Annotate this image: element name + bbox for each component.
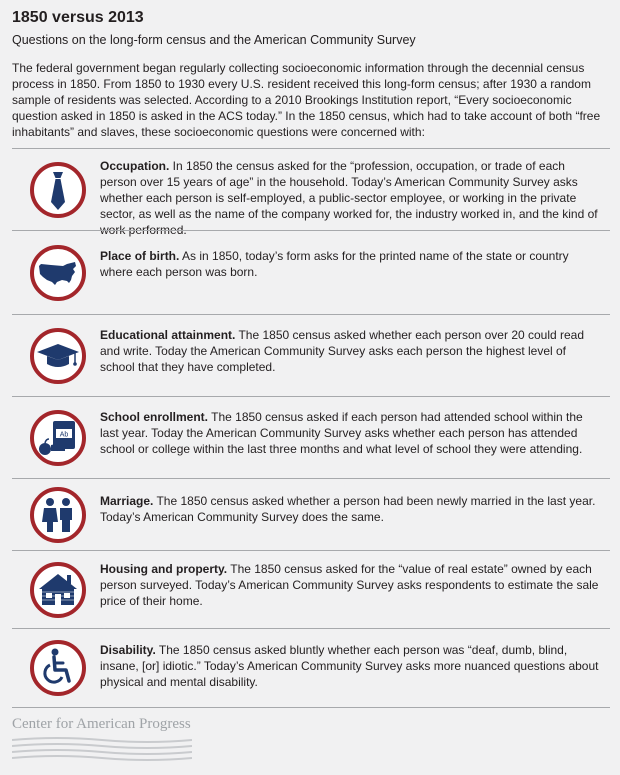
page-subtitle: Questions on the long-form census and the American Community Survey	[12, 33, 416, 47]
item-text	[100, 561, 600, 609]
list-item-occupation	[12, 148, 610, 237]
item-heading: Disability.	[100, 643, 156, 657]
tie-icon	[29, 161, 87, 219]
book-label: Ab	[59, 431, 69, 439]
item-heading: Educational attainment.	[100, 328, 236, 342]
item-heading: School enrollment.	[100, 410, 209, 424]
item-body: As in 1850, today’s form asks for the printed name of the state or country where each person was born.	[100, 249, 569, 279]
page-title: 1850 versus 2013	[12, 9, 144, 26]
item-body: The 1850 census asked if each person had attended school within the last year. Today the American Community Survey asks whether each person has attended school or college within the last three months and what level of school they were attending.	[100, 410, 583, 456]
question-list	[12, 148, 610, 708]
item-text	[100, 409, 600, 457]
flag-stripes-logo	[12, 736, 192, 766]
list-item-school-enrollment	[12, 396, 610, 478]
list-item-educational-attainment	[12, 314, 610, 396]
us-map-icon	[29, 244, 87, 302]
item-text	[100, 327, 600, 375]
item-body: The 1850 census asked whether a person had been newly married in the last year. Today’s American Community Survey does the same.	[100, 494, 596, 524]
item-text	[100, 493, 600, 525]
footer-logo-text: Center for American Progress	[12, 716, 191, 732]
item-text	[100, 248, 600, 280]
couple-icon	[29, 486, 87, 544]
item-text	[100, 642, 600, 690]
item-body: The 1850 census asked bluntly whether each person was “deaf, dumb, blind, insane, [or] idiotic.” Today’s American Community Survey asks more nuanced questions about physical and mental disability.	[100, 643, 599, 689]
list-item-marriage	[12, 478, 610, 550]
item-body: The 1850 census asked whether each person over 20 could read and write. Today the American Community Survey asks each person the highest level of school that they have completed.	[100, 328, 585, 374]
wheelchair-icon	[29, 639, 87, 697]
item-heading: Place of birth.	[100, 249, 180, 263]
item-heading: Occupation.	[100, 159, 170, 173]
item-body: The 1850 census asked for the “value of real estate” owned by each person surveyed. Today’s American Community Survey asks respondents to estimate the sale price of their home.	[100, 562, 599, 608]
item-heading: Housing and property.	[100, 562, 228, 576]
list-item-housing-property	[12, 550, 610, 628]
list-item-disability	[12, 628, 610, 708]
house-icon	[29, 561, 87, 619]
item-text	[100, 158, 600, 238]
list-item-place-of-birth	[12, 230, 610, 314]
intro-paragraph: The federal government began regularly collecting socioeconomic information through the decennial census process in 1850. From 1850 to 1930 every U.S. resident received this long-form census; after 1930 a random sample of residents was selected. According to a 2010 Brookings Institution report, “Every socioeconomic question asked in 1850 is asked in the ACS today.” In the 1850 census, which had to take account of both “free inhabitants” and slaves, these socioeconomic questions were concerned with:	[12, 61, 601, 139]
book-apple-icon	[29, 409, 87, 467]
item-heading: Marriage.	[100, 494, 154, 508]
graduation-cap-icon	[29, 327, 87, 385]
item-body: In 1850 the census asked for the “profession, occupation, or trade of each person over 15 years of age” in the household. Today’s American Community Survey asks whether each person is self-employed, a public-sector employee, or working in the private sector, as well as the name of the company worked for, the industry worked in, and the kind of work performed.	[100, 159, 598, 237]
